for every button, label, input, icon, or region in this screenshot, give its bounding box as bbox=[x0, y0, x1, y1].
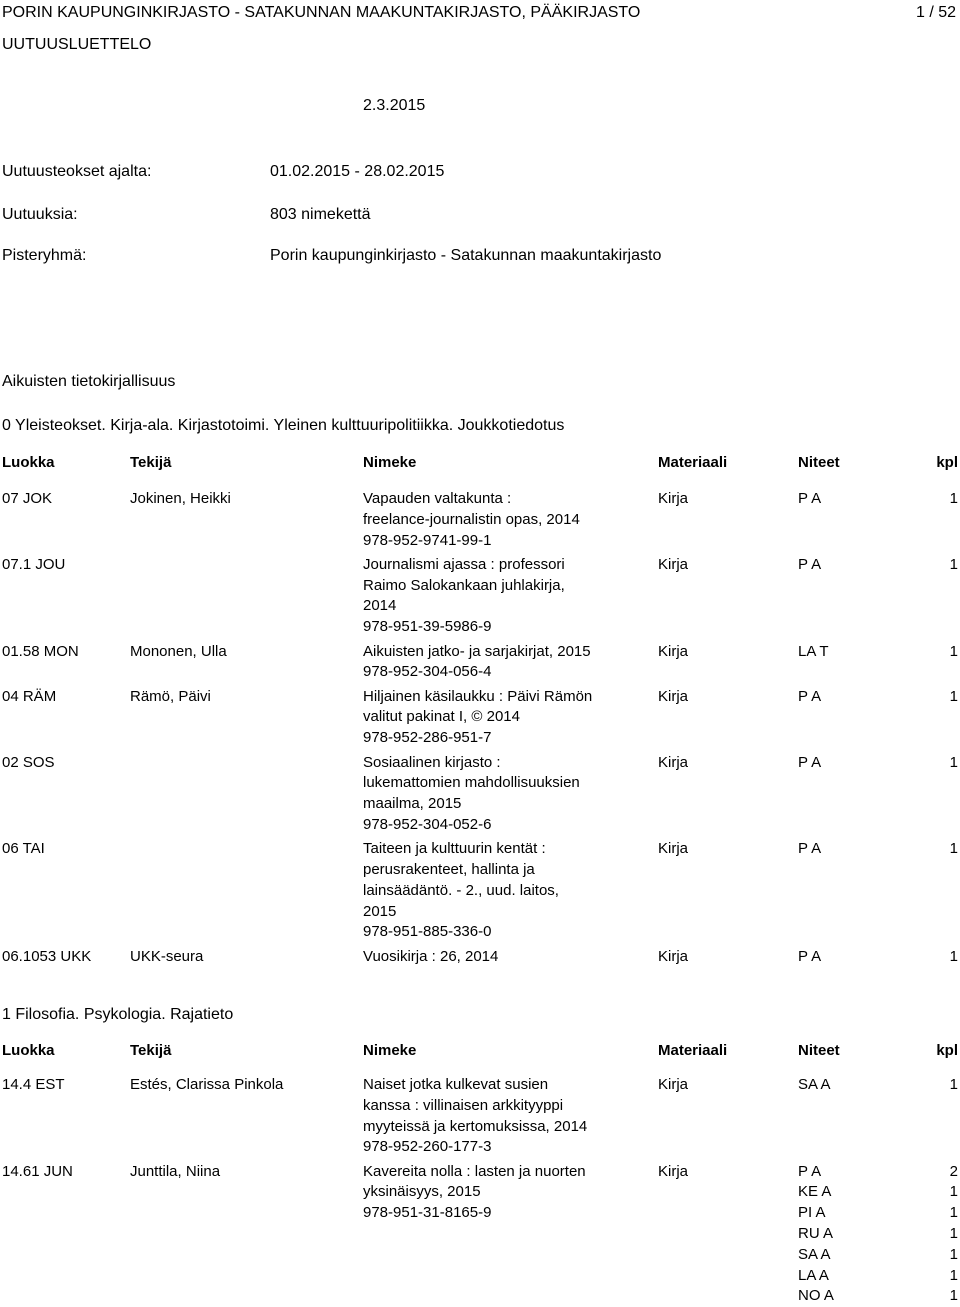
luokka-cell: 07.1 JOU bbox=[2, 555, 66, 573]
section-title: 0 Yleisteokset. Kirja-ala. Kirjastotoimi. Yleinen kulttuuripolitiikka. Joukkotiedotus bbox=[2, 417, 565, 434]
luokka-cell: 04 RÄM bbox=[2, 687, 57, 705]
nimeke-line: Kavereita nolla : lasten ja nuorten bbox=[363, 1162, 586, 1180]
niteet-cell bbox=[798, 687, 821, 708]
kpl-cell bbox=[950, 1162, 958, 1307]
kpl-value: 2 bbox=[949, 1162, 958, 1180]
niteet-value: LA A bbox=[798, 1266, 829, 1284]
nimeke-line: maailma, 2015 bbox=[363, 795, 462, 813]
kpl-value: 1 bbox=[949, 947, 958, 965]
nimeke-line: Journalismi ajassa : professori bbox=[363, 555, 565, 573]
materiaali-cell: Kirja bbox=[658, 753, 689, 771]
nimeke-line: myyteissä ja kertomuksissa, 2014 bbox=[363, 1117, 588, 1135]
kpl-value: 1 bbox=[949, 1183, 958, 1201]
report-date: 2.3.2015 bbox=[363, 97, 426, 114]
niteet-cell bbox=[798, 753, 821, 774]
niteet-cell bbox=[798, 1075, 831, 1096]
luokka-cell: 06.1053 UKK bbox=[2, 947, 92, 965]
nimeke-line: 2014 bbox=[363, 597, 397, 615]
col-materiaali: Materiaali bbox=[658, 1042, 728, 1059]
niteet-value: P A bbox=[798, 687, 822, 705]
nimeke-line: Vapauden valtakunta : bbox=[363, 490, 512, 507]
col-kpl: kpl bbox=[936, 454, 958, 471]
niteet-cell bbox=[798, 555, 821, 576]
nimeke-cell bbox=[363, 753, 643, 836]
nimeke-line: 978-952-286-951-7 bbox=[363, 729, 492, 747]
kpl-cell bbox=[950, 642, 958, 663]
nimeke-cell bbox=[363, 642, 643, 684]
section-title: 1 Filosofia. Psykologia. Rajatieto bbox=[2, 1006, 234, 1023]
page-indicator: 1 / 52 bbox=[915, 4, 956, 21]
niteet-value: P A bbox=[798, 490, 822, 507]
nimeke-line: 978-952-260-177-3 bbox=[363, 1138, 492, 1156]
nimeke-cell bbox=[363, 839, 643, 943]
kpl-value: 1 bbox=[949, 1225, 958, 1243]
nimeke-line: Raimo Salokankaan juhlakirja, bbox=[363, 576, 565, 594]
niteet-value: SA A bbox=[798, 1245, 831, 1263]
tekija-cell: Jokinen, Heikki bbox=[130, 490, 231, 507]
niteet-cell bbox=[798, 1162, 834, 1307]
materiaali-cell: Kirja bbox=[658, 642, 689, 660]
col-materiaali: Materiaali bbox=[658, 454, 728, 471]
nimeke-cell bbox=[363, 687, 643, 749]
materiaali-cell: Kirja bbox=[658, 1162, 689, 1180]
materiaali-cell: Kirja bbox=[658, 555, 689, 573]
nimeke-cell bbox=[363, 947, 643, 968]
niteet-cell bbox=[798, 642, 829, 663]
niteet-value: RU A bbox=[798, 1225, 834, 1243]
materiaali-cell: Kirja bbox=[658, 840, 689, 858]
category-heading: Aikuisten tietokirjallisuus bbox=[2, 373, 176, 390]
luokka-cell: 01.58 MON bbox=[2, 642, 79, 660]
niteet-value: P A bbox=[798, 1162, 822, 1180]
report-subtitle: UUTUUSLUETTELO bbox=[2, 36, 152, 53]
nimeke-cell bbox=[363, 1162, 643, 1224]
group-label: Pisteryhmä: bbox=[2, 247, 87, 264]
nimeke-line: Naiset jotka kulkevat susien bbox=[363, 1076, 549, 1093]
niteet-value: LA T bbox=[798, 642, 829, 660]
nimeke-line: Vuosikirja : 26, 2014 bbox=[363, 947, 499, 965]
luokka-cell: 06 TAI bbox=[2, 840, 45, 858]
kpl-value: 1 bbox=[949, 642, 958, 660]
kpl-cell bbox=[950, 753, 958, 774]
nimeke-line: Hiljainen käsilaukku : Päivi Rämön bbox=[363, 687, 593, 705]
kpl-cell bbox=[950, 687, 958, 708]
materiaali-cell: Kirja bbox=[658, 687, 689, 705]
niteet-cell bbox=[798, 489, 821, 510]
nimeke-cell bbox=[363, 489, 643, 551]
niteet-cell bbox=[798, 839, 821, 860]
luokka-cell: 14.4 EST bbox=[2, 1076, 65, 1093]
nimeke-line: 978-951-39-5986-9 bbox=[363, 618, 492, 636]
niteet-value: P A bbox=[798, 840, 822, 858]
col-niteet: Niteet bbox=[798, 1042, 840, 1059]
nimeke-cell bbox=[363, 555, 643, 638]
kpl-value: 1 bbox=[949, 1076, 958, 1093]
niteet-cell bbox=[798, 947, 821, 968]
nimeke-line: Aikuisten jatko- ja sarjakirjat, 2015 bbox=[363, 642, 591, 660]
nimeke-line: 978-951-885-336-0 bbox=[363, 923, 492, 941]
col-nimeke: Nimeke bbox=[363, 454, 417, 471]
kpl-cell bbox=[950, 555, 958, 576]
col-kpl: kpl bbox=[936, 1042, 958, 1059]
nimeke-line: 978-951-31-8165-9 bbox=[363, 1204, 492, 1222]
kpl-value: 1 bbox=[949, 555, 958, 573]
niteet-value: P A bbox=[798, 753, 822, 771]
kpl-value: 1 bbox=[949, 1287, 958, 1305]
kpl-cell bbox=[950, 839, 958, 860]
col-luokka: Luokka bbox=[2, 1042, 55, 1059]
kpl-cell bbox=[950, 1075, 958, 1096]
nimeke-line: Sosiaalinen kirjasto : bbox=[363, 753, 501, 771]
nimeke-line: freelance-journalistin opas, 2014 bbox=[363, 510, 580, 528]
kpl-value: 1 bbox=[949, 840, 958, 858]
group-value: Porin kaupunginkirjasto - Satakunnan maakuntakirjasto bbox=[270, 247, 662, 264]
nimeke-line: lukemattomien mahdollisuuksien bbox=[363, 774, 580, 792]
kpl-value: 1 bbox=[949, 490, 958, 507]
count-label: Uutuuksia: bbox=[2, 206, 78, 223]
nimeke-line: 978-952-9741-99-1 bbox=[363, 531, 492, 549]
niteet-value: SA A bbox=[798, 1076, 831, 1093]
materiaali-cell: Kirja bbox=[658, 490, 689, 507]
period-label: Uutuusteokset ajalta: bbox=[2, 163, 152, 180]
kpl-value: 1 bbox=[949, 1266, 958, 1284]
col-tekija: Tekijä bbox=[130, 1042, 172, 1059]
tekija-cell: Junttila, Niina bbox=[130, 1162, 221, 1180]
niteet-value: P A bbox=[798, 555, 822, 573]
materiaali-cell: Kirja bbox=[658, 1076, 689, 1093]
nimeke-line: yksinäisyys, 2015 bbox=[363, 1183, 481, 1201]
nimeke-line: valitut pakinat I, © 2014 bbox=[363, 708, 520, 726]
kpl-value: 1 bbox=[949, 1204, 958, 1222]
period-value: 01.02.2015 - 28.02.2015 bbox=[270, 163, 445, 180]
niteet-value: KE A bbox=[798, 1183, 832, 1201]
col-nimeke: Nimeke bbox=[363, 1042, 417, 1059]
nimeke-line: kanssa : villinaisen arkkityyppi bbox=[363, 1096, 564, 1114]
nimeke-line: 978-952-304-056-4 bbox=[363, 663, 492, 681]
tekija-cell: Estés, Clarissa Pinkola bbox=[130, 1076, 284, 1093]
nimeke-line: 2015 bbox=[363, 902, 397, 920]
luokka-cell: 02 SOS bbox=[2, 753, 55, 771]
luokka-cell: 14.61 JUN bbox=[2, 1162, 73, 1180]
nimeke-line: lainsäädäntö. - 2., uud. laitos, bbox=[363, 881, 559, 899]
luokka-cell: 07 JOK bbox=[2, 490, 53, 507]
tekija-cell: Rämö, Päivi bbox=[130, 687, 211, 705]
tekija-cell: UKK-seura bbox=[130, 947, 204, 965]
materiaali-cell: Kirja bbox=[658, 947, 689, 965]
nimeke-line: Taiteen ja kulttuurin kentät : bbox=[363, 840, 546, 858]
nimeke-line: 978-952-304-052-6 bbox=[363, 815, 492, 833]
col-tekija: Tekijä bbox=[130, 454, 172, 471]
kpl-cell bbox=[950, 489, 958, 510]
count-value: 803 nimekettä bbox=[270, 206, 371, 223]
tekija-cell: Mononen, Ulla bbox=[130, 642, 227, 660]
kpl-value: 1 bbox=[949, 1245, 958, 1263]
col-niteet: Niteet bbox=[798, 454, 840, 471]
report-title: PORIN KAUPUNGINKIRJASTO - SATAKUNNAN MAAKUNTAKIRJASTO, PÄÄKIRJASTO bbox=[2, 4, 641, 21]
kpl-cell bbox=[950, 947, 958, 968]
kpl-value: 1 bbox=[949, 753, 958, 771]
col-luokka: Luokka bbox=[2, 454, 55, 471]
niteet-value: NO A bbox=[798, 1287, 834, 1305]
nimeke-line: perusrakenteet, hallinta ja bbox=[363, 861, 535, 879]
niteet-value: PI A bbox=[798, 1204, 826, 1222]
kpl-value: 1 bbox=[949, 687, 958, 705]
nimeke-cell bbox=[363, 1075, 643, 1158]
niteet-value: P A bbox=[798, 947, 822, 965]
